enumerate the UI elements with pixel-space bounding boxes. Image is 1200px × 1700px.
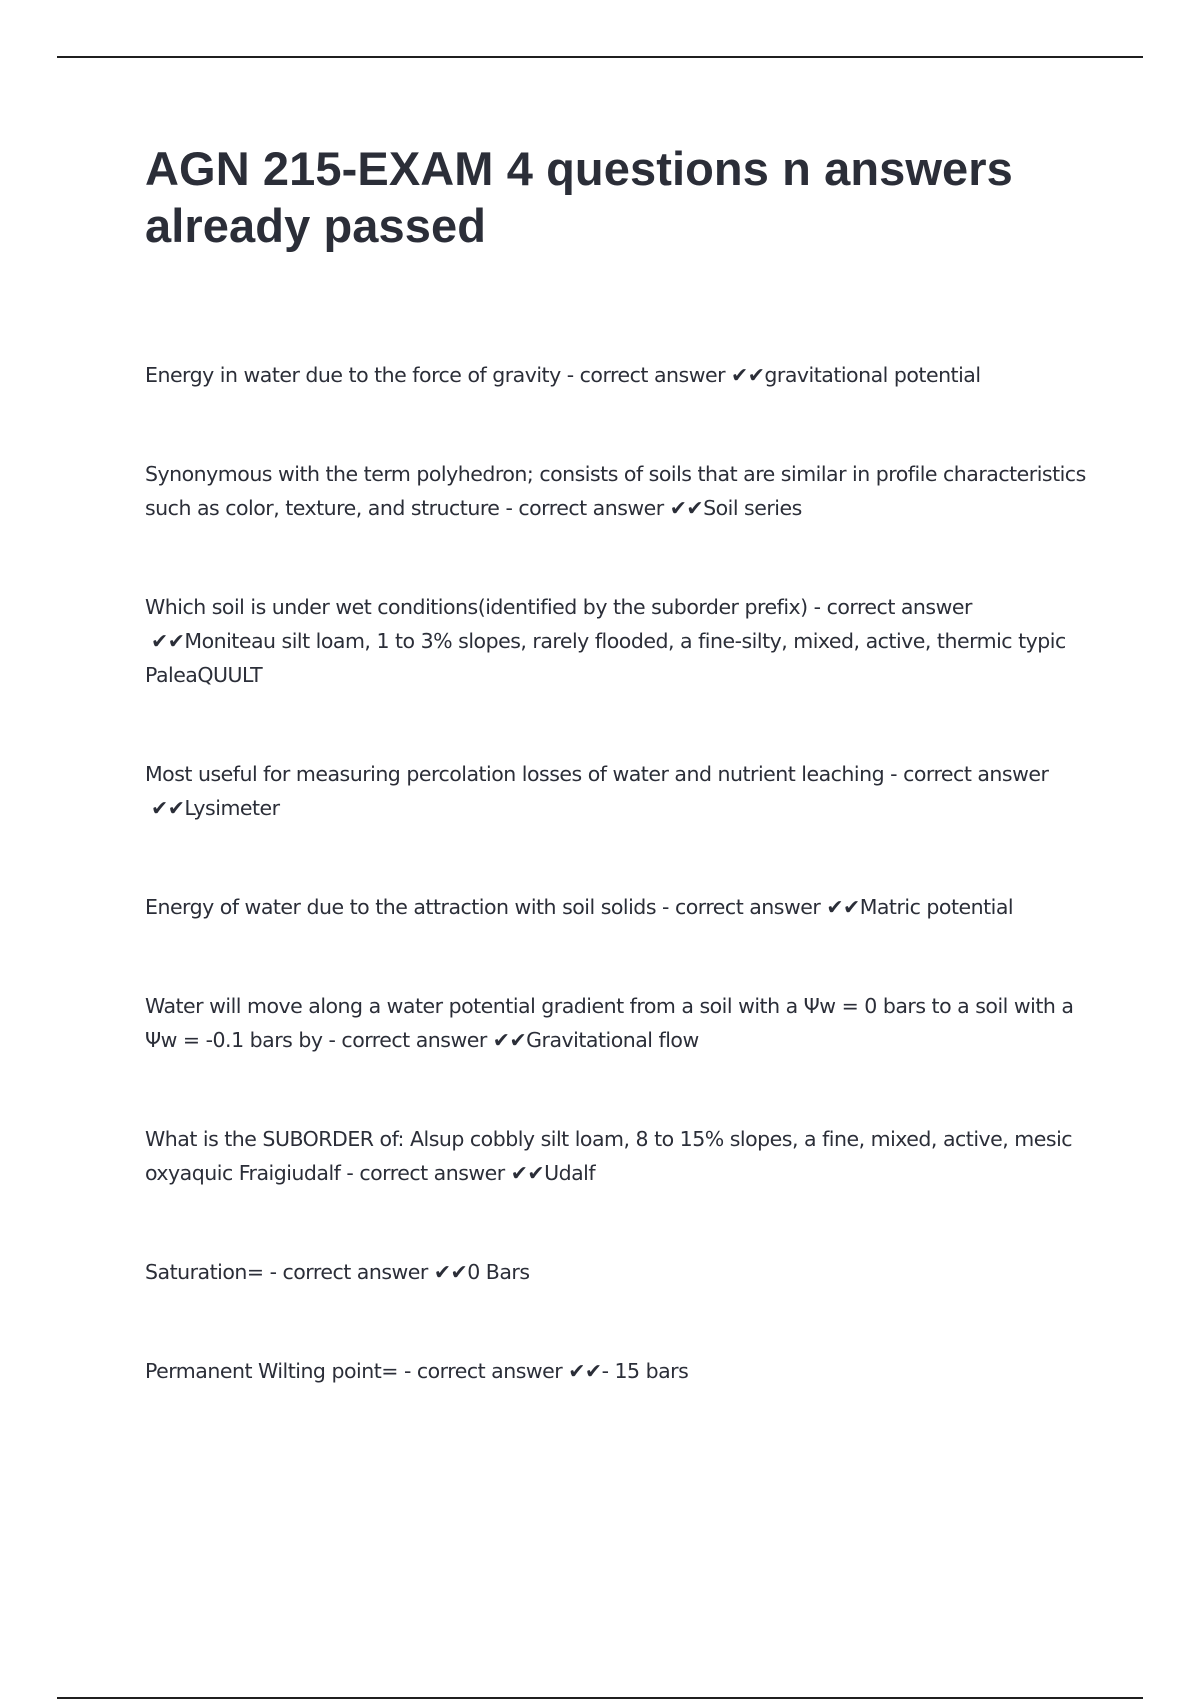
- answer-label: correct answer: [341, 1028, 487, 1052]
- qa-item: Permanent Wilting point= - correct answer ✔✔- 15 bars: [145, 1359, 689, 1383]
- answer-text: Soil series: [703, 496, 802, 520]
- page-title: AGN 215-EXAM 4 questions n answers already passed: [145, 142, 1013, 252]
- double-check-icon: ✔✔: [568, 1359, 602, 1383]
- double-check-icon: ✔✔: [433, 1260, 468, 1284]
- answer-label: correct answer: [282, 1260, 428, 1284]
- double-check-icon: ✔✔: [492, 1028, 527, 1052]
- answer-label: correct answer: [518, 496, 664, 520]
- answer-text: 0 Bars: [467, 1260, 530, 1284]
- qa-item: Which soil is under wet conditions(identified by the suborder prefix) - correct answer ✔✔Moniteau silt loam, 1 to 3% slopes, rarely flooded, a fine-silty, mixed, active, thermic typic PaleaQUULT: [145, 595, 1066, 687]
- double-check-icon: ✔✔: [510, 1161, 545, 1185]
- answer-label: correct answer: [579, 363, 725, 387]
- qa-item: Energy of water due to the attraction with soil solids - correct answer ✔✔Matric potential: [145, 895, 1014, 919]
- question-text: Energy in water due to the force of gravity: [145, 363, 561, 387]
- question-text: Water will move along a water potential gradient from a soil with a Ψw = 0 bars to a soil with a Ψw = -0.1 bars by: [145, 994, 1074, 1052]
- double-check-icon: ✔✔: [669, 496, 704, 520]
- answer-text: Moniteau silt loam, 1 to 3% slopes, rarely flooded, a fine-silty, mixed, active, thermic typic PaleaQUULT: [145, 629, 1066, 687]
- answer-text: Lysimeter: [184, 796, 280, 820]
- qa-item: What is the SUBORDER of: Alsup cobbly silt loam, 8 to 15% slopes, a fine, mixed, active, mesic oxyaquic Fraigiudalf - correct answer ✔✔Udalf: [145, 1127, 1073, 1185]
- answer-text: Udalf: [544, 1161, 596, 1185]
- top-rule: [57, 56, 1143, 58]
- question-text: Most useful for measuring percolation losses of water and nutrient leaching: [145, 762, 885, 786]
- question-text: Permanent Wilting point=: [145, 1359, 398, 1383]
- answer-text: Matric potential: [859, 895, 1014, 919]
- answer-text: Gravitational flow: [526, 1028, 699, 1052]
- answer-label: correct answer: [826, 595, 972, 619]
- question-text: What is the SUBORDER of: Alsup cobbly silt loam, 8 to 15% slopes, a fine, mixed, active, mesic oxyaquic Fraigiudalf: [145, 1127, 1073, 1185]
- answer-text: gravitational potential: [764, 363, 981, 387]
- answer-label: correct answer: [359, 1161, 505, 1185]
- answer-label: correct answer: [674, 895, 821, 919]
- qa-item: Synonymous with the term polyhedron; consists of soils that are similar in profile characteristics such as color, texture, and structure - correct answer ✔✔Soil series: [145, 462, 1086, 520]
- question-text: Which soil is under wet conditions(identified by the suborder prefix): [145, 595, 808, 619]
- double-check-icon: ✔✔: [151, 629, 185, 653]
- answer-text: - 15 bars: [601, 1359, 689, 1383]
- question-text: Energy of water due to the attraction with soil solids: [145, 895, 657, 919]
- double-check-icon: ✔✔: [151, 796, 185, 820]
- qa-item: Energy in water due to the force of gravity - correct answer ✔✔gravitational potential: [145, 363, 981, 387]
- qa-item: Most useful for measuring percolation losses of water and nutrient leaching - correct answer ✔✔Lysimeter: [145, 762, 1049, 820]
- qa-item: Saturation= - correct answer ✔✔0 Bars: [145, 1260, 530, 1284]
- answer-label: correct answer: [416, 1359, 563, 1383]
- double-check-icon: ✔✔: [731, 363, 765, 387]
- qa-list: [145, 358, 1095, 1388]
- double-check-icon: ✔✔: [826, 895, 860, 919]
- question-text: Synonymous with the term polyhedron; consists of soils that are similar in profile characteristics such as color, texture, and structure: [145, 462, 1086, 520]
- document-body: [145, 140, 1095, 1453]
- answer-label: correct answer: [903, 762, 1049, 786]
- bottom-rule: [57, 1697, 1143, 1699]
- question-text: Saturation=: [145, 1260, 264, 1284]
- qa-item: Water will move along a water potential gradient from a soil with a Ψw = 0 bars to a soil with a Ψw = -0.1 bars by - correct answer ✔✔Gravitational flow: [145, 994, 1074, 1052]
